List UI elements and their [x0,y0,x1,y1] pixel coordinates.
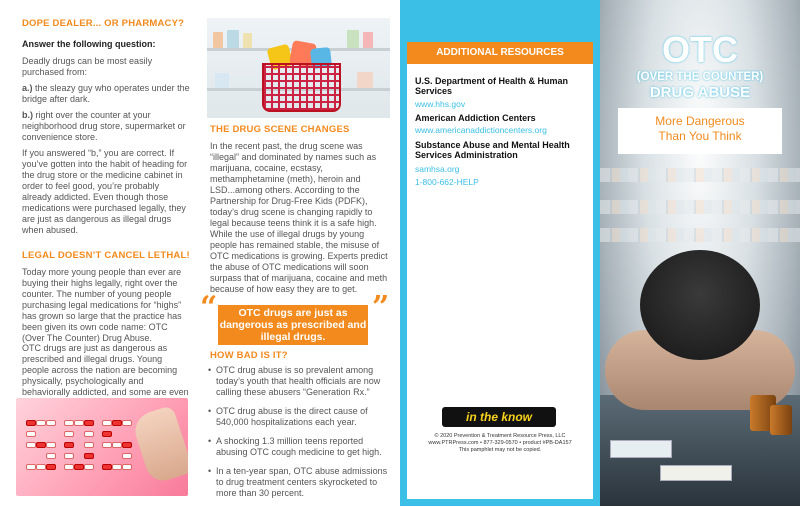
pill [26,464,36,470]
hand-image [130,405,188,485]
pill [64,442,74,448]
pill [64,431,74,437]
quote-close-icon: ” [372,290,390,325]
panel-1 [0,0,200,506]
product-box [357,72,373,88]
option-a-text: the sleazy guy who operates under the bridge after dark. [22,83,190,104]
heading-drug-scene: THE DRUG SCENE CHANGES [210,124,350,135]
pill [122,464,132,470]
list-item: • A shocking 1.3 million teens reported abusing OTC cough medicine to get high. [208,436,390,458]
resources-box [407,42,593,499]
phone-number[interactable]: 1-800-662-HELP [415,177,479,187]
pill [84,431,94,437]
stats-list [208,365,390,507]
blurred-shelf [600,228,800,242]
pill [46,442,56,448]
pill [102,442,112,448]
pill [84,442,94,448]
pill [36,464,46,470]
product-box [363,32,373,48]
paragraph-dangerous: OTC drugs are just as dangerous as prescribed and illegal drugs. Young people across the nation are becoming physically, psychologically and behaviorally addicted, and some are even [22,343,189,397]
heading-legal-lethal: LEGAL DOESN’T CANCEL LETHAL! [22,250,190,261]
blister-pack [660,465,732,481]
pill [84,453,94,459]
in-the-know-logo: in the know [442,407,556,427]
copyright-line: © 2020 Prevention & Treatment Resource Press, LLC [434,433,566,439]
pill [102,464,112,470]
pill [74,464,84,470]
heading-dope-dealer: DOPE DEALER... OR PHARMACY? [22,18,185,29]
pill [64,420,74,426]
pharmacy-basket-image [207,18,390,118]
org-hhs: U.S. Department of Health & Human Services [415,76,569,96]
paragraph-legal: Today more young people than ever are buying their highs legally, right over the counter. The number of young people purchasing legal medications for “highs” has grown so large that the practice has been given its own code name: OTC (Over The Counter) Drug Abuse. [22,267,182,343]
pill [26,420,36,426]
pill [64,453,74,459]
pill [36,420,46,426]
product-box [213,32,223,48]
pill [102,431,112,437]
pill [36,442,46,448]
pill [84,420,94,426]
list-item: • In a ten-year span, OTC abuse admissions to drug treatment centers skyrocketed to more than 30 percent. [208,466,390,499]
pill [26,431,36,437]
head-image [640,250,760,360]
pill-bottle [770,405,792,435]
cover-title-2: DRUG ABUSE [649,84,751,101]
option-a-label: a.) [22,83,33,93]
pill [112,442,122,448]
blurred-shelf [600,200,800,214]
pill [122,442,132,448]
link-hhs[interactable]: www.hhs.gov [415,99,466,109]
list-item: • OTC drug abuse is so prevalent among today’s youth that health officials are now calling these abusers “Generation Rx.” [208,365,390,398]
heading-how-bad: HOW BAD IS IT? [210,350,288,361]
blurred-shelf [600,168,800,182]
shopping-basket [262,63,341,112]
pill [112,464,122,470]
product-box [227,30,239,48]
pill [122,420,132,426]
pill [64,464,74,470]
tagline-line-1: More Dangerous [655,114,745,128]
pill [46,464,56,470]
pill [122,453,132,459]
cover-title: OTC [662,29,738,70]
cover-subtitle: (OVER THE COUNTER) [636,71,764,83]
product-box [215,73,229,88]
tagline-line-2: Than You Think [658,129,742,143]
pill [46,453,56,459]
product-box [347,30,359,48]
option-b-label: b.) [22,110,33,120]
option-b [22,110,190,143]
product-box [243,33,252,48]
pill [102,420,112,426]
pull-quote: OTC drugs are just as dangerous as prescribed and illegal drugs. [219,307,367,343]
org-samhsa: Substance Abuse and Mental Health Services Administration [415,140,570,160]
pill [112,420,122,426]
paragraph-drug-scene: In the recent past, the drug scene was “illegal” and dominated by names such as marijuana, cocaine, ecstasy, methamphetamine (meth), heroin and LSD...among others. According to the Partnership for Drug-Free Kids (PDFK), today’s drug scene is changing rapidly to legal because teens think it is a safe high. While the use of illegal drugs by young people has remained stable, the misuse of OTC medications is growing. Experts predict the abuse of OTC medications will soon surpass that of marijuana, cocaine and meth because of how easy they are to get. [210,141,388,294]
quote-open-icon: “ [200,290,218,325]
option-b-text: right over the counter at your neighborhood drug store, supermarket or convenience store. [22,110,186,142]
panel-4-cover [600,0,800,506]
sos-pills-image [16,398,188,496]
org-aac: American Addiction Centers [415,113,536,123]
answer-paragraph: If you answered “b,” you are correct. If you’ve gotten into the habit of heading for the drug store or the medicine cabinet in order to feel good, you’re probably already addicted. Even though those medications were purchased legally, they are just as dangerous as illegal drugs when abused. [22,148,188,235]
pill [84,464,94,470]
list-item: • OTC drug abuse is the direct cause of 540,000 hospitalizations each year. [208,406,390,428]
blister-pack [610,440,672,458]
link-aac[interactable]: www.americanaddictioncenters.org [415,125,547,135]
link-samhsa[interactable]: samhsa.org [415,164,460,174]
pill [26,442,36,448]
tagline-box [618,108,782,154]
resources-heading: ADDITIONAL RESOURCES [407,42,593,64]
question-text: Deadly drugs can be most easily purchased from: [22,56,153,77]
pill [74,420,84,426]
option-a [22,83,190,105]
publisher-line: www.PTRPress.com • 877-329-0570 • product #PB-DA157 [428,440,572,446]
question-label: Answer the following question: [22,39,156,49]
pill [46,420,56,426]
copy-notice: This pamphlet may not be copied. [458,447,542,453]
